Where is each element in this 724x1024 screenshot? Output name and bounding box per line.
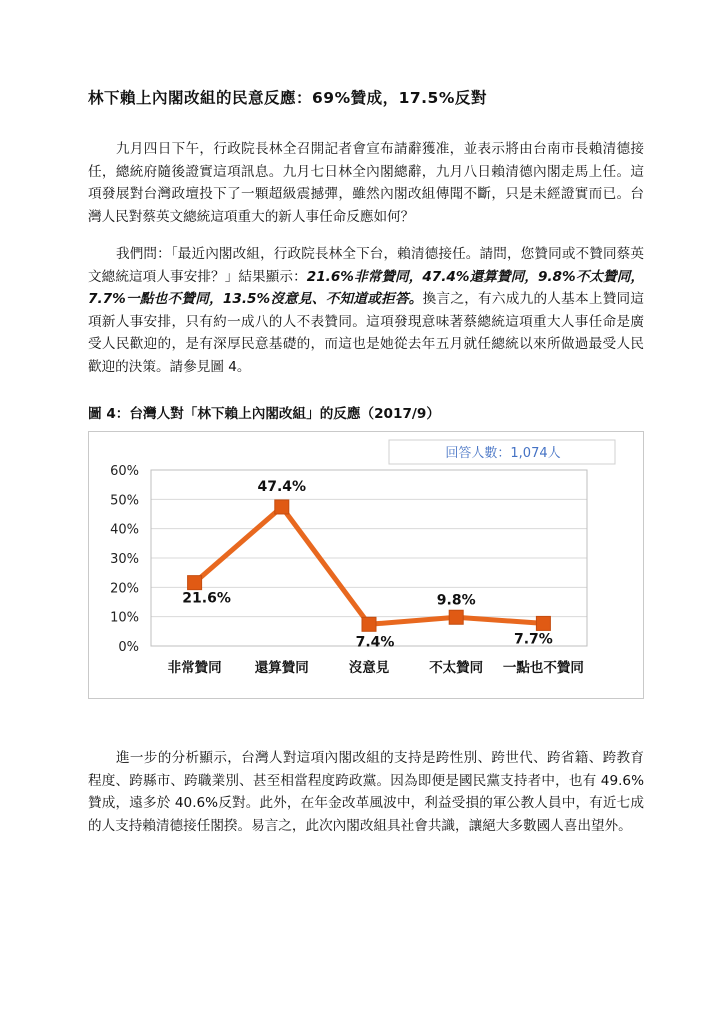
data-label: 21.6% <box>182 590 231 607</box>
data-point-marker <box>188 576 202 590</box>
paragraph-intro: 九月四日下午，行政院長林全召開記者會宣布請辭獲准，並表示將由台南市長賴清德接任，總統府隨後證實這項訊息。九月七日林全內閣總辭，九月八日賴清德內閣走馬上任。這項發展對台灣政壇投下了一顆超級震撼彈，雖然內閣改組傳聞不斷，只是未經證實而已。台灣人民對蔡英文總統這項重大的新人事任命反應如何？ <box>88 141 644 225</box>
paragraph-results <box>88 243 644 378</box>
line-chart <box>89 432 643 698</box>
article-heading: 林下賴上內閣改組的民意反應：69%贊成，17.5%反對 <box>88 89 487 107</box>
series-line <box>195 507 544 624</box>
y-tick-label: 10% <box>110 610 139 626</box>
data-point-marker <box>449 610 463 624</box>
data-label: 9.8% <box>436 592 476 609</box>
y-tick-label: 0% <box>118 640 139 655</box>
results-interpretation: 換言之，有六成九的人基本上贊同這項新人事安排，只有約一成八的人不表贊同。這項發現意味著蔡總統這項重大人事任命是廣受人民歡迎的，是有深厚民意基礎的，而這也是她從去年五月就任總統以來所做過最受人民歡迎的決策。請參見圖 4。 <box>88 291 644 375</box>
chart-container <box>88 431 644 699</box>
data-point-marker <box>275 500 289 514</box>
respondent-count-note: 回答人數：1,074人 <box>445 446 561 461</box>
y-tick-label: 20% <box>110 581 139 597</box>
results-emphasis: 21.6%非常贊同，47.4%還算贊同，9.8%不太贊同，7.7%一點也不贊同，13.5%沒意見、不知道或拒答。 <box>88 268 644 307</box>
data-point-marker <box>362 617 376 631</box>
data-label: 7.4% <box>355 634 395 651</box>
y-tick-label: 50% <box>110 493 139 509</box>
x-tick-label: 非常贊同 <box>167 660 222 676</box>
x-tick-label: 不太贊同 <box>429 660 484 676</box>
data-label: 47.4% <box>257 478 307 495</box>
question-text: 我們問：「最近內閣改組，行政院長林全下台，賴清德接任。請問，您贊同或不贊同蔡英文總統這項人事安排？」結果顯示： <box>88 246 644 285</box>
y-tick-label: 30% <box>110 552 139 567</box>
x-tick-label: 還算贊同 <box>254 660 309 676</box>
x-tick-label: 沒意見 <box>348 660 390 676</box>
y-tick-label: 40% <box>110 522 139 538</box>
paragraph-analysis: 進一步的分析顯示，台灣人對這項內閣改組的支持是跨性別、跨世代、跨省籍、跨教育程度、跨縣市、跨職業別、甚至相當程度跨政黨。因為即便是國民黨支持者中，也有 49.6%贊成，遠多於 40.6%反對。此外，在年金改革風波中，利益受損的軍公教人員中，有近七成的人支持賴清德接任閣揆。易言之，此次內閣改組具社會共識，讓絕大多數國人喜出望外。 <box>88 750 644 834</box>
data-point-marker <box>536 616 550 630</box>
data-label: 7.7% <box>513 631 553 648</box>
x-tick-label: 一點也不贊同 <box>502 660 584 676</box>
figure-title: 圖 4：台灣人對「林下賴上內閣改組」的反應（2017/9） <box>88 406 440 422</box>
y-tick-label: 60% <box>110 464 139 479</box>
